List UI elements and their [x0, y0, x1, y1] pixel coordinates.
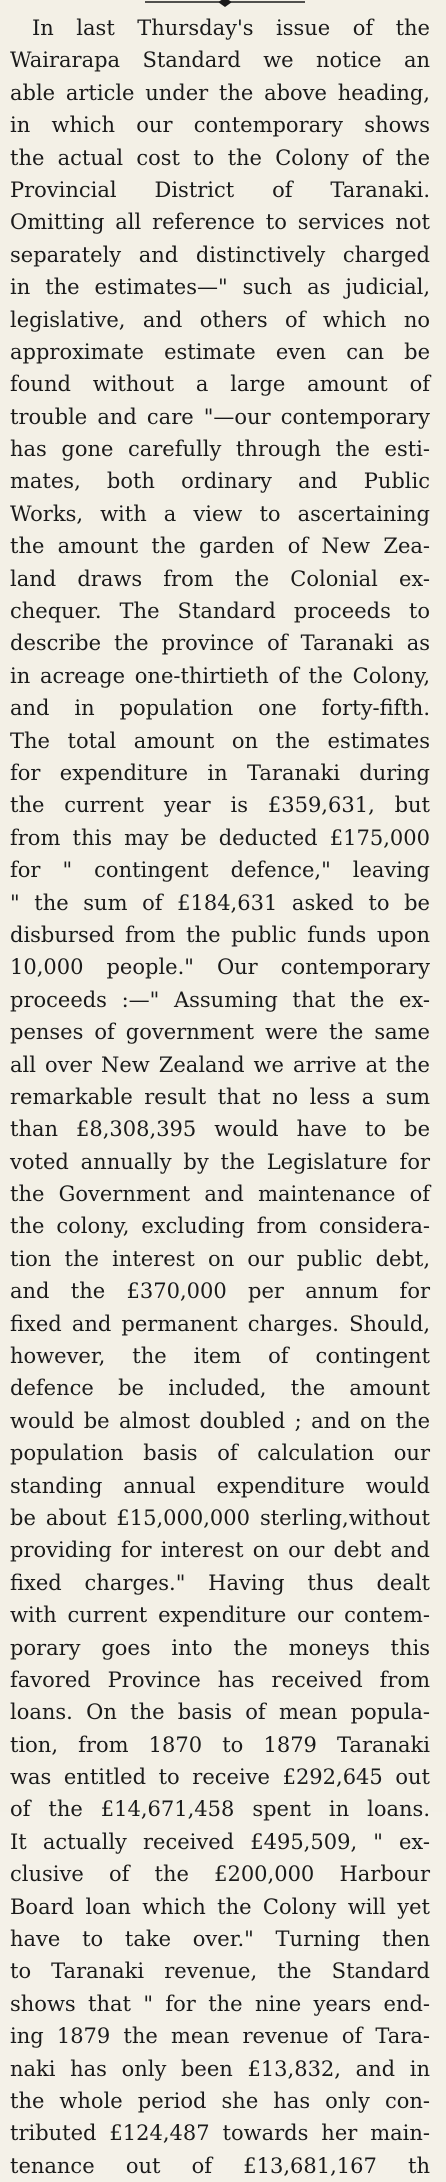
article-line: would be almost doubled ; and on the [10, 1408, 430, 1433]
article-line: remarkable result that no less a sum [10, 1084, 430, 1109]
article-line: loans. On the basis of mean popula- [10, 1700, 430, 1725]
article-line: all over New Zealand we arrive at the [10, 1052, 430, 1077]
article-line: mates, both ordinary and Public [10, 469, 430, 494]
article-line: penses of government were the same [10, 1020, 430, 1045]
article-line: with current expenditure our contem- [10, 1603, 430, 1628]
article-line: in the estimates—" such as judicial, [10, 275, 430, 300]
article-line: Omitting all reference to services not [10, 210, 430, 235]
article-line: however, the item of contingent [10, 1344, 430, 1369]
article-line: the colony, excluding from considera- [10, 1214, 430, 1239]
article-line: from this may be deducted £175,000 [10, 825, 430, 850]
article-line: favored Province has received from [10, 1667, 430, 1692]
article-line: voted annually by the Legislature for [10, 1149, 430, 1174]
article-line: Works, with a view to ascertaining [10, 501, 430, 526]
article-line: and the £370,000 per annum for [10, 1279, 430, 1304]
article-line: " the sum of £184,631 asked to be [10, 890, 430, 915]
article-line: 10,000 people." Our contemporary [10, 955, 430, 980]
article-line: and in population one forty-fifth. [10, 696, 430, 721]
article-line: tenance out of £13,681,167 th [10, 2153, 430, 2178]
article-line: be about £15,000,000 sterling,without [10, 1505, 430, 1530]
article-line: to Taranaki revenue, the Standard [10, 1959, 430, 1984]
article-line: fixed and permanent charges. Should, [10, 1311, 430, 1336]
article-line: found without a large amount of [10, 372, 430, 397]
article-line: providing for interest on our debt and [10, 1538, 430, 1563]
article-line: The total amount on the estimates [10, 728, 430, 753]
article-line: in which our contemporary shows [10, 113, 430, 138]
article-line: separately and distinctively charged [10, 242, 430, 267]
article-line: ing 1879 the mean revenue of Tara- [10, 2024, 430, 2049]
article-line: fixed charges." Having thus dealt [10, 1570, 430, 1595]
article-line: tion, from 1870 to 1879 Taranaki [10, 1732, 430, 1757]
article-line: describe the province of Taranaki as [10, 631, 430, 656]
article-line: the whole period she has only con- [10, 2089, 430, 2113]
article-line: the amount the garden of New Zea- [10, 534, 430, 559]
article-line: defence be included, the amount [10, 1376, 430, 1401]
column-divider-ornament [145, 0, 305, 10]
article-line: Wairarapa Standard we notice an [10, 48, 430, 73]
article-line: Board loan which the Colony will yet [10, 1894, 430, 1919]
article-line: clusive of the £200,000 Harbour [10, 1862, 430, 1887]
article-line: In last Thursday's issue of the [32, 16, 430, 40]
article-line: Provincial District of Taranaki. [10, 177, 430, 202]
article-line: in acreage one-thirtieth of the Colony, [10, 663, 430, 688]
article-line: have to take over." Turning then [10, 1927, 430, 1952]
article-line: approximate estimate even can be [10, 339, 430, 364]
article-line: the current year is £359,631, but [10, 793, 430, 818]
article-line: was entitled to receive £292,645 out [10, 1765, 430, 1790]
article-line: disbursed from the public funds upon [10, 922, 430, 947]
article-line: land draws from the Colonial ex- [10, 566, 430, 591]
article-line: chequer. The Standard proceeds to [10, 599, 430, 624]
article-line: for " contingent defence," leaving [10, 858, 430, 883]
article-line: legislative, and others of which no [10, 307, 430, 332]
article-line: trouble and care "—our contemporary [10, 404, 430, 429]
article-line: shows that " for the nine years end- [10, 1991, 430, 2016]
article-line: proceeds :—" Assuming that the ex- [10, 987, 430, 1012]
article-line: porary goes into the moneys this [10, 1635, 430, 1660]
article-line: the Government and maintenance of [10, 1182, 430, 1207]
article-line: able article under the above heading, [10, 80, 430, 105]
article-line: of the £14,671,458 spent in loans. [10, 1797, 430, 1822]
article-line: tributed £124,487 towards her main- [10, 2121, 430, 2146]
article-line: has gone carefully through the esti- [10, 437, 430, 462]
article-line: for expenditure in Taranaki during [10, 760, 430, 785]
article-line: population basis of calculation our [10, 1441, 430, 1466]
article-line: tion the interest on our public debt, [10, 1246, 430, 1271]
article-line: than £8,308,395 would have to be [10, 1117, 430, 1142]
article-line: It actually received £495,509, " ex- [10, 1829, 430, 1854]
article-line: naki has only been £13,832, and in [10, 2056, 430, 2081]
article-line: standing annual expenditure would [10, 1473, 430, 1498]
article-column [10, 12, 430, 2182]
article-line: the actual cost to the Colony of the [10, 145, 430, 170]
